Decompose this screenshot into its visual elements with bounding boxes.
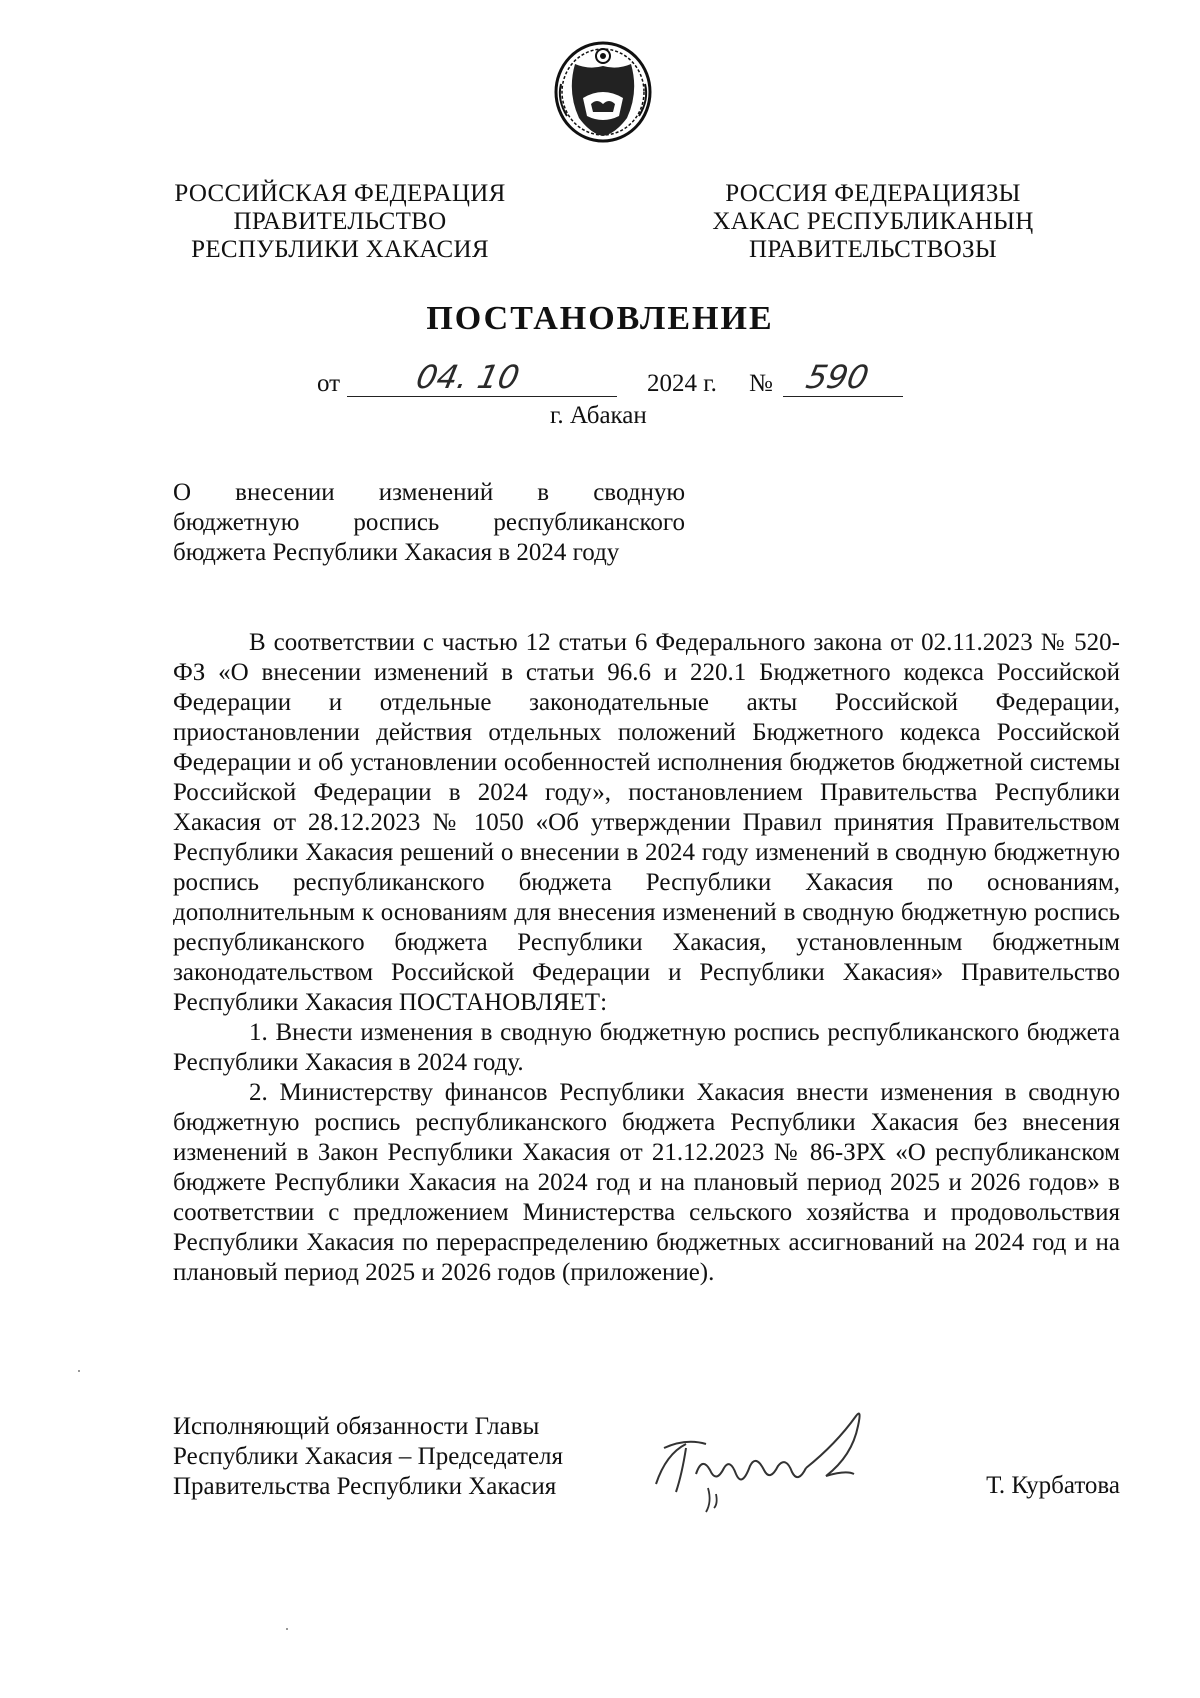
body-paragraph: 2. Министерству финансов Республики Хакасия внести изменения в сводную бюджетную роспись республиканского бюджета Республики Хакасия без внесения изменений в Закон Республики Хакасия от 21.12.2023 № 86-ЗРХ «О республиканском бюджете Республики Хакасия на 2024 год и на плановый период 2025 и 2026 годов» в соответствии с предложением Министерства сельского хозяйства и продовольствия Республики Хакасия по перераспределению бюджетных ассигнований на 2024 год и на плановый период 2025 и 2026 годов (приложение). [173, 1079, 1120, 1286]
signer-name: Т. Курбатова [986, 1472, 1120, 1499]
date-prefix: от [317, 370, 341, 397]
signer-position [173, 1412, 563, 1502]
handwritten-date: 04. 10 [412, 358, 523, 396]
date-underline [347, 396, 617, 397]
scan-speck [286, 1628, 288, 1630]
org-line: РЕСПУБЛИКИ ХАКАСИЯ [191, 236, 489, 263]
org-name-khakas [688, 180, 1058, 264]
subject-line: бюджета Республики Хакасия в 2024 году [173, 539, 620, 566]
signature-icon [646, 1404, 886, 1524]
org-line: РОССИЯ ФЕДЕРАЦИЯЗЫ [725, 180, 1021, 207]
handwritten-number: 590 [802, 358, 873, 396]
date-number-line [317, 358, 907, 400]
year-label: 2024 г. [647, 370, 717, 397]
org-name-russian [160, 180, 520, 264]
number-label: № [749, 370, 773, 397]
org-line: ХАКАС РЕСПУБЛИКАНЫҢ [712, 208, 1034, 235]
coat-of-arms-icon [552, 40, 654, 144]
signer-position-line: Республики Хакасия – Председателя [173, 1443, 564, 1470]
number-underline [783, 396, 903, 397]
signer-position-line: Правительства Республики Хакасия [173, 1473, 557, 1500]
city: г. Абакан [550, 402, 647, 429]
subject-line: О внесении изменений в сводную [173, 479, 685, 506]
signer-position-line: Исполняющий обязанности Главы [173, 1413, 540, 1440]
subject-line: бюджетную роспись республиканского [173, 509, 685, 536]
document-body [173, 628, 1120, 1288]
document-title: ПОСТАНОВЛЕНИЕ [426, 300, 774, 337]
body-paragraph: 1. Внести изменения в сводную бюджетную роспись республиканского бюджета Республики Хакасия в 2024 году. [173, 1019, 1120, 1076]
org-line: ПРАВИТЕЛЬСТВОЗЫ [749, 236, 997, 263]
org-line: РОССИЙСКАЯ ФЕДЕРАЦИЯ [174, 180, 506, 207]
document-subject [173, 478, 685, 568]
org-line: ПРАВИТЕЛЬСТВО [233, 208, 447, 235]
body-paragraph: В соответствии с частью 12 статьи 6 Федерального закона от 02.11.2023 № 520-ФЗ «О внесении изменений в статьи 96.6 и 220.1 Бюджетного кодекса Российской Федерации и отдельные законодательные акты Российской Федерации, приостановлении действия отдельных положений Бюджетного кодекса Российской Федерации и об установлении особенностей исполнения бюджетов бюджетной системы Российской Федерации в 2024 году», постановлением Правительства Республики Хакасия от 28.12.2023 № 1050 «Об утверждении Правил принятия Правительством Республики Хакасия решений о внесении в 2024 году изменений в сводную бюджетную роспись республиканского бюджета Республики Хакасия по основаниям, дополнительным к основаниям для внесения изменений в сводную бюджетную роспись республиканского бюджета Республики Хакасия, установленным бюджетным законодательством Российской Федерации и Республики Хакасия» Правительство Республики Хакасия ПОСТАНОВЛЯЕТ: [173, 629, 1120, 1016]
scan-speck [78, 1370, 80, 1372]
